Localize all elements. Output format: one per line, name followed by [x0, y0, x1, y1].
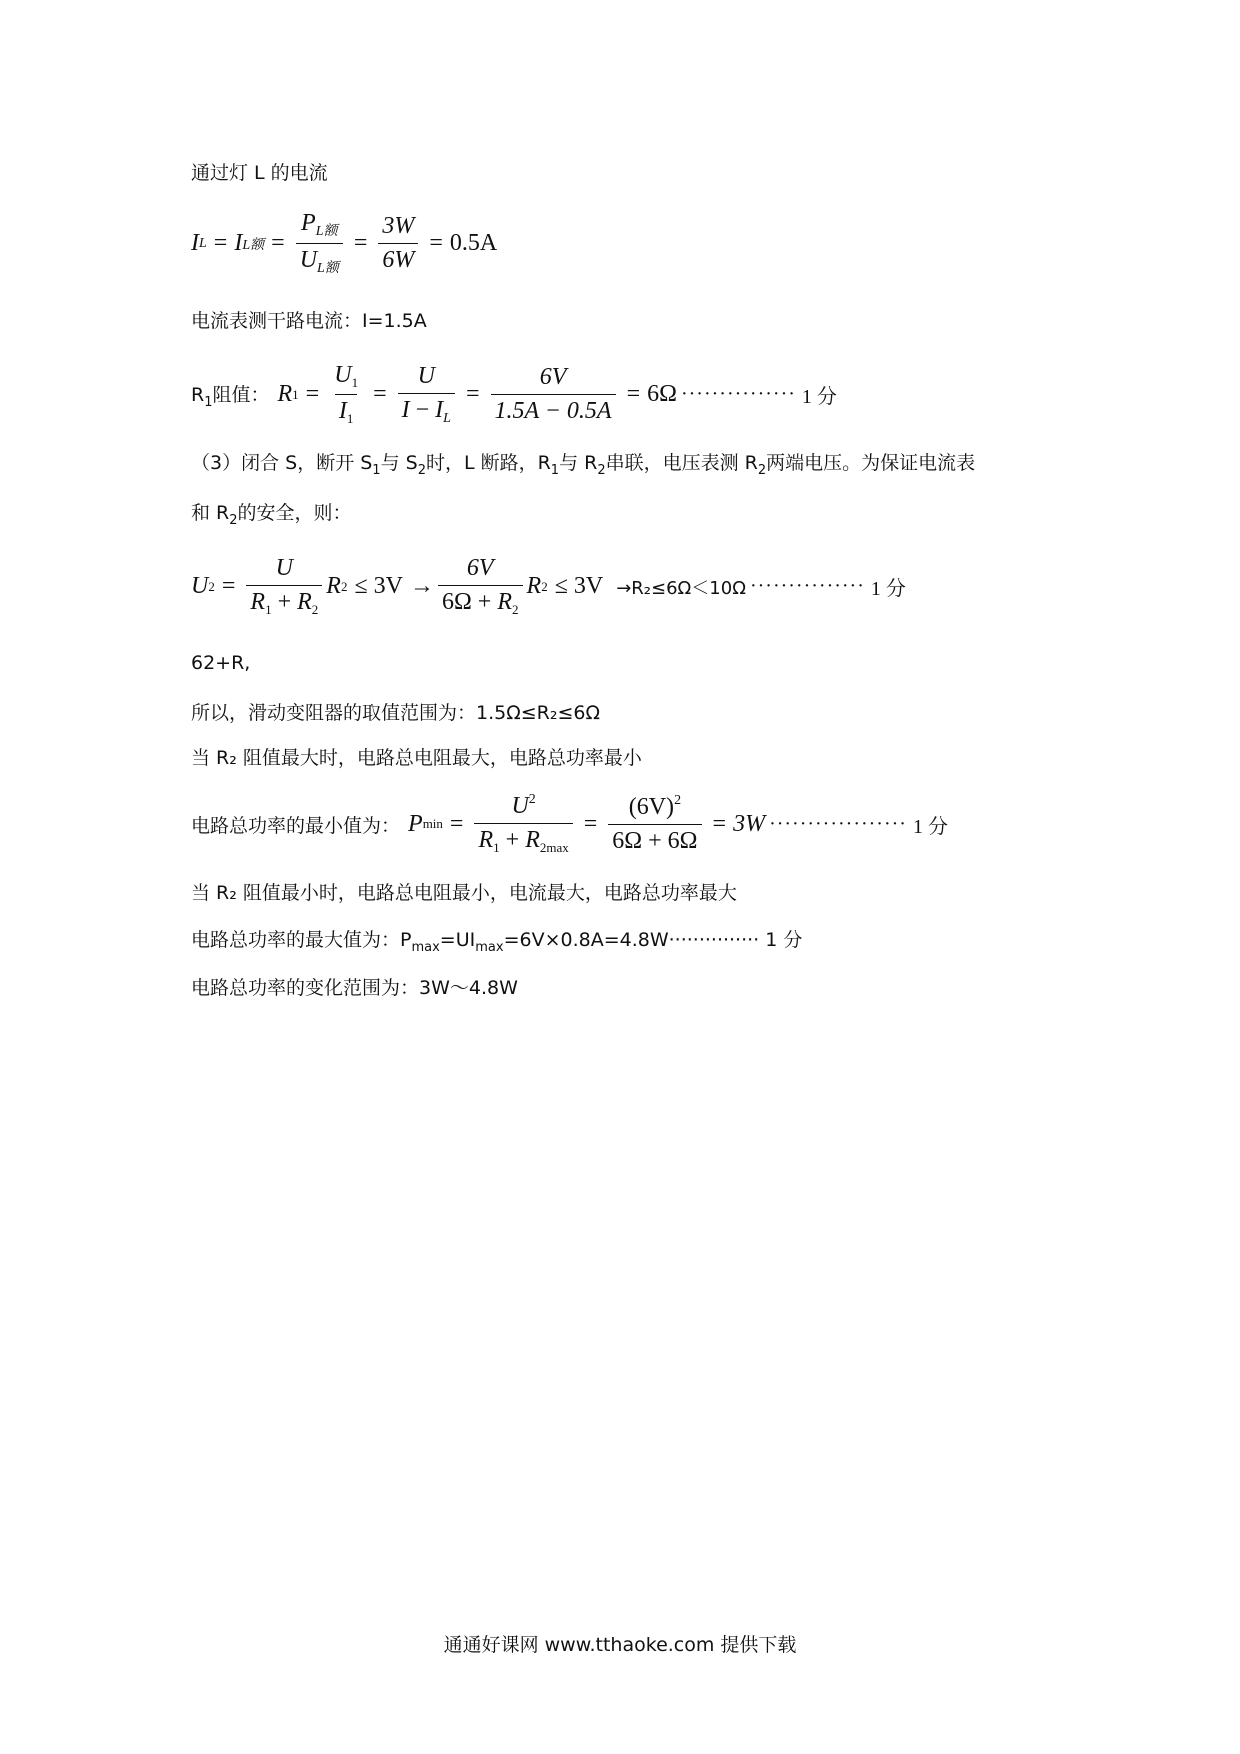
fraction: $\frac{U_1}{I_1}$ — [334, 362, 359, 426]
text-line-range: 所以，滑动变阻器的取值范围为：1.5Ω≤R₂≤6Ω — [191, 702, 601, 724]
text-line-r2-max: 当 R₂ 阻值最大时，电路总电阻最大，电路总功率最小 — [191, 747, 642, 769]
fraction: $\frac{U^2}{R_1 + R_{2max}}$ — [474, 792, 572, 856]
text-line-max-power: 电路总功率的最大值为：$P_{max}=UI_{max}=6V\times 0.8A=4.8W\cdot\cdot\cdot\cdot\cdot\cdot\cdot\cdot\cdot\cdot\cdot\cdot\cdot\cdot\cdot 1$ 分 — [191, 929, 803, 955]
fraction: $\frac{P_{L额}}{U_{L额}}$ — [296, 210, 343, 277]
equation-min-power: 电路总功率的最小值为： P min = $\frac{U^2}{R_1 + R_{2max}}$ = $\frac{(6V)^2}{6\Omega + 6\Omega}$ = 3W ·················· 1 分 — [191, 792, 948, 855]
text-line-current-through-lamp: 通过灯 L 的电流 — [191, 162, 328, 184]
text-line-stray: 62+R, — [191, 652, 251, 674]
fraction: $\frac{(6V)^2}{6\Omega + 6\Omega}$ — [608, 793, 701, 855]
text-line-power-range: 电路总功率的变化范围为：3W～4.8W — [191, 977, 518, 999]
fraction: $\frac{6V}{6\Omega + R_2}$ — [438, 555, 523, 618]
footer-watermark: 通通好课网 www.tthaoke.com 提供下载 — [443, 1634, 797, 1656]
text-line-trunk-current: 电流表测干路电流：I=1.5A — [191, 310, 427, 332]
text-line-r2-min: 当 R₂ 阻值最小时，电路总电阻最小，电流最大，电路总功率最大 — [191, 882, 737, 904]
text-line-part3: （3）闭合 S，断开 $S_1$与 $S_2$时，L 断路，$R_1$与 $R_2$串联，电压表测 $R_2$两端电压。为保证电流表 — [191, 452, 976, 478]
equation-r1-resistance: $R_1$阻值： R 1 = $\frac{U_1}{I_1}$ = $\frac{U}{I - I_L}$ = $\frac{6V}{1.5A - 0.5A}$ = 6Ω ··············· 1 分 — [191, 362, 837, 426]
fraction: $\frac{U}{I - I_L}$ — [398, 363, 455, 427]
fraction: $\frac{3W}{6W}$ — [378, 213, 418, 274]
fraction: $\frac{6V}{1.5A - 0.5A}$ — [491, 364, 616, 425]
text-line-part3-cont: 和 $R_2$的安全，则： — [191, 502, 352, 528]
equation-lamp-current: I L = I L额 = $\frac{P_{L额}}{U_{L额}}$ = $\frac{3W}{6W}$ = 0.5A — [191, 210, 498, 276]
equation-u2-limit: U 2 = $\frac{U}{R_1 + R_2}$ R 2 ≤ 3V → $\frac{6V}{6\Omega + R_2}$ R 2 ≤ 3V →R₂≤6Ω＜10Ω ··············· 1 分 — [191, 555, 906, 617]
fraction: $\frac{U}{R_1 + R_2}$ — [246, 555, 322, 618]
